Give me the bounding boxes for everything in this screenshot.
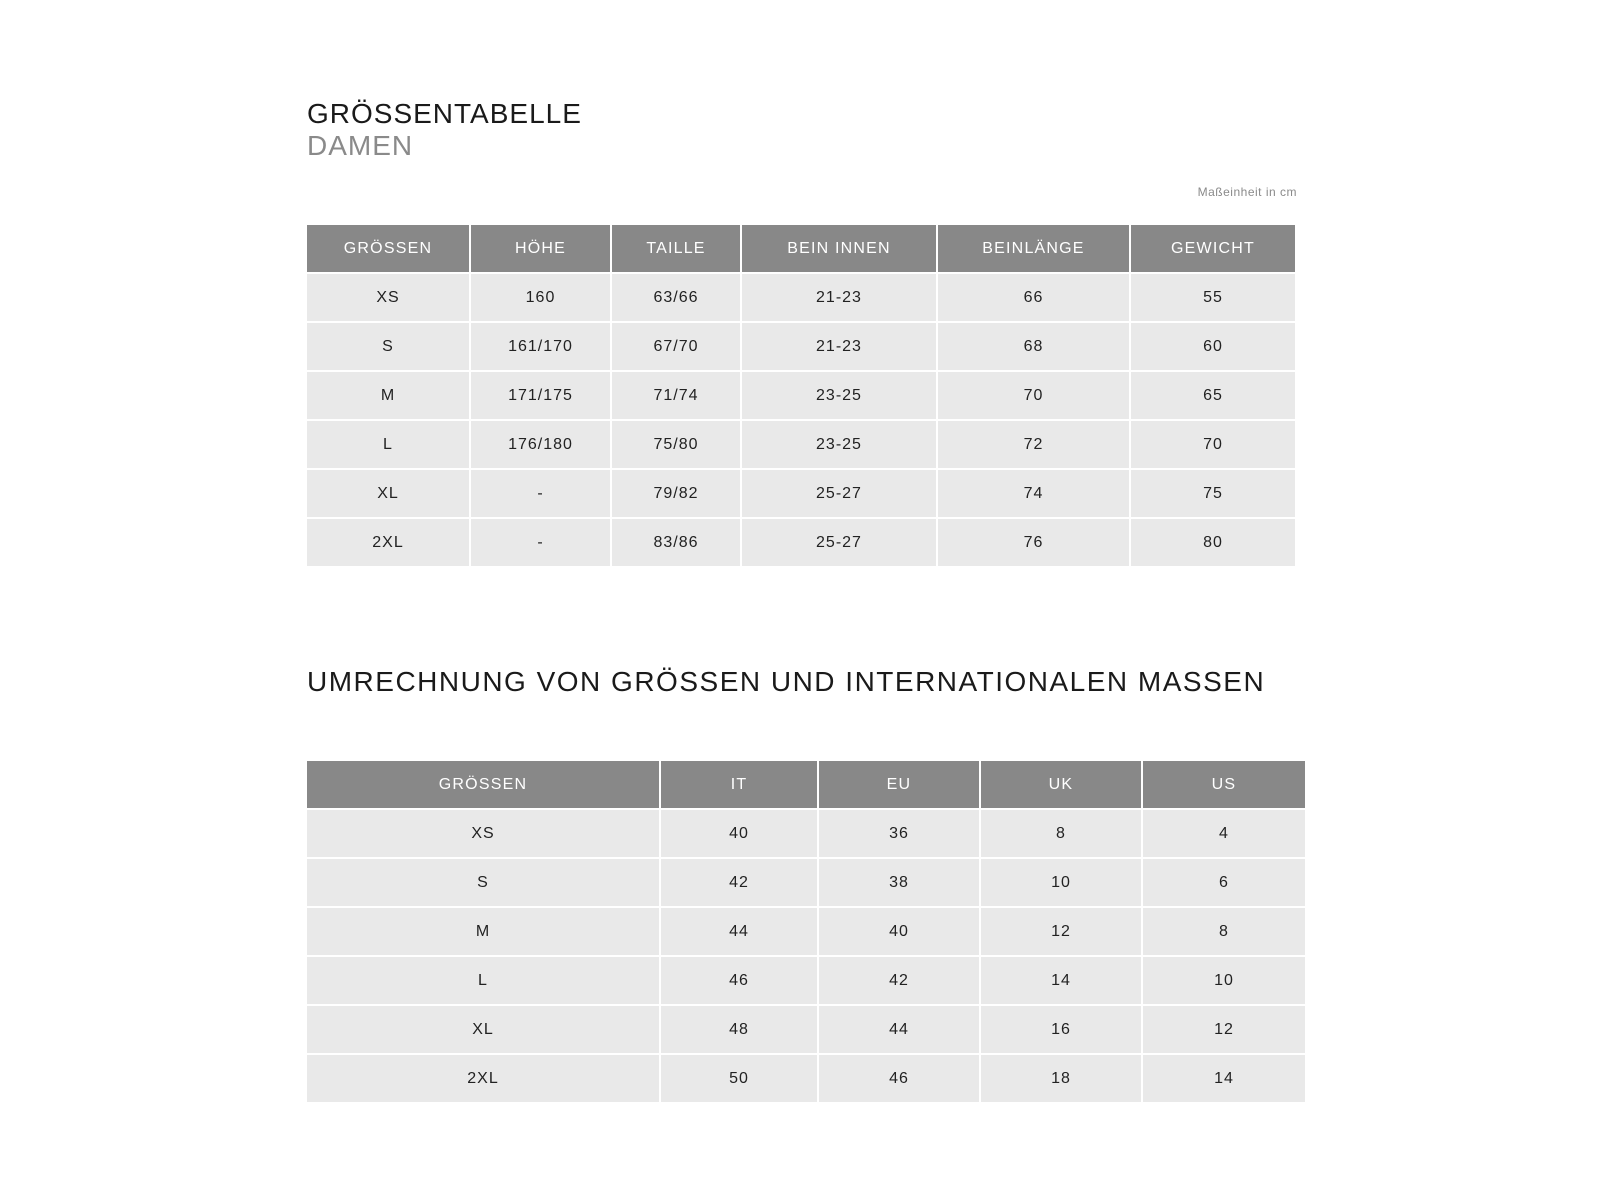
page-subtitle: DAMEN	[307, 130, 414, 161]
table-cell: 10	[981, 859, 1141, 906]
table-cell: 23-25	[742, 372, 936, 419]
table-header-row	[307, 761, 1305, 808]
table-cell: 46	[661, 957, 817, 1004]
column-header: BEINLÄNGE	[938, 225, 1129, 272]
table-cell: M	[307, 372, 469, 419]
column-header: BEIN INNEN	[742, 225, 936, 272]
table-cell: 40	[661, 810, 817, 857]
table-row	[307, 1055, 1305, 1102]
table-cell: 25-27	[742, 519, 936, 566]
table-cell: 23-25	[742, 421, 936, 468]
table-cell: 42	[819, 957, 979, 1004]
table-row	[307, 519, 1295, 566]
table-row	[307, 810, 1305, 857]
table-cell: 71/74	[612, 372, 740, 419]
table-row	[307, 957, 1305, 1004]
conversion-table	[305, 759, 1307, 1104]
table-row	[307, 1006, 1305, 1053]
table-cell: S	[307, 323, 469, 370]
table-cell: XL	[307, 1006, 659, 1053]
table-cell: 161/170	[471, 323, 610, 370]
size-table	[305, 223, 1297, 568]
table-row	[307, 372, 1295, 419]
table-cell: 25-27	[742, 470, 936, 517]
table-cell: 48	[661, 1006, 817, 1053]
column-header: US	[1143, 761, 1305, 808]
table-cell: 14	[981, 957, 1141, 1004]
table-header-row	[307, 225, 1295, 272]
table-row	[307, 908, 1305, 955]
table-cell: 40	[819, 908, 979, 955]
table-cell: 8	[981, 810, 1141, 857]
table-cell: XS	[307, 274, 469, 321]
column-header: TAILLE	[612, 225, 740, 272]
table-cell: 79/82	[612, 470, 740, 517]
table-cell: 74	[938, 470, 1129, 517]
table-cell: 160	[471, 274, 610, 321]
table-cell: 8	[1143, 908, 1305, 955]
table-cell: 36	[819, 810, 979, 857]
table-cell: 16	[981, 1006, 1141, 1053]
table-cell: L	[307, 421, 469, 468]
table-cell: XL	[307, 470, 469, 517]
table-cell: M	[307, 908, 659, 955]
column-header: UK	[981, 761, 1141, 808]
table-cell: 44	[661, 908, 817, 955]
column-header: IT	[661, 761, 817, 808]
table-cell: 176/180	[471, 421, 610, 468]
table-cell: 2XL	[307, 519, 469, 566]
table-cell: 21-23	[742, 274, 936, 321]
table-cell: 67/70	[612, 323, 740, 370]
table-cell: 12	[981, 908, 1141, 955]
table-cell: 50	[661, 1055, 817, 1102]
table-cell: 38	[819, 859, 979, 906]
table-cell: 70	[1131, 421, 1295, 468]
table-cell: 66	[938, 274, 1129, 321]
table-row	[307, 274, 1295, 321]
column-header: GRÖSSEN	[307, 761, 659, 808]
table-cell: 75/80	[612, 421, 740, 468]
table-cell: L	[307, 957, 659, 1004]
column-header: GRÖSSEN	[307, 225, 469, 272]
table-cell: 46	[819, 1055, 979, 1102]
column-header: GEWICHT	[1131, 225, 1295, 272]
table-cell: 72	[938, 421, 1129, 468]
table-cell: 171/175	[471, 372, 610, 419]
unit-note: Maßeinheit in cm	[1197, 185, 1297, 199]
table-cell: 76	[938, 519, 1129, 566]
column-header: HÖHE	[471, 225, 610, 272]
column-header: EU	[819, 761, 979, 808]
table-row	[307, 421, 1295, 468]
page-title: GRÖSSENTABELLE	[307, 98, 582, 129]
table-row	[307, 470, 1295, 517]
table-cell: -	[471, 470, 610, 517]
table-cell: 2XL	[307, 1055, 659, 1102]
table-cell: 21-23	[742, 323, 936, 370]
table-cell: 75	[1131, 470, 1295, 517]
table-cell: 4	[1143, 810, 1305, 857]
table-cell: 65	[1131, 372, 1295, 419]
table-cell: 10	[1143, 957, 1305, 1004]
table-cell: S	[307, 859, 659, 906]
table-cell: XS	[307, 810, 659, 857]
table-cell: 63/66	[612, 274, 740, 321]
table-cell: 55	[1131, 274, 1295, 321]
table-cell: 68	[938, 323, 1129, 370]
table-cell: 12	[1143, 1006, 1305, 1053]
table-cell: 44	[819, 1006, 979, 1053]
table-cell: 60	[1131, 323, 1295, 370]
table-cell: 14	[1143, 1055, 1305, 1102]
table-cell: 80	[1131, 519, 1295, 566]
table-cell: 42	[661, 859, 817, 906]
table-cell: 70	[938, 372, 1129, 419]
table-row	[307, 859, 1305, 906]
table-row	[307, 323, 1295, 370]
table-cell: 6	[1143, 859, 1305, 906]
table-cell: 83/86	[612, 519, 740, 566]
table-cell: -	[471, 519, 610, 566]
conversion-title: UMRECHNUNG VON GRÖSSEN UND INTERNATIONALEN MASSEN	[307, 666, 1266, 697]
table-cell: 18	[981, 1055, 1141, 1102]
